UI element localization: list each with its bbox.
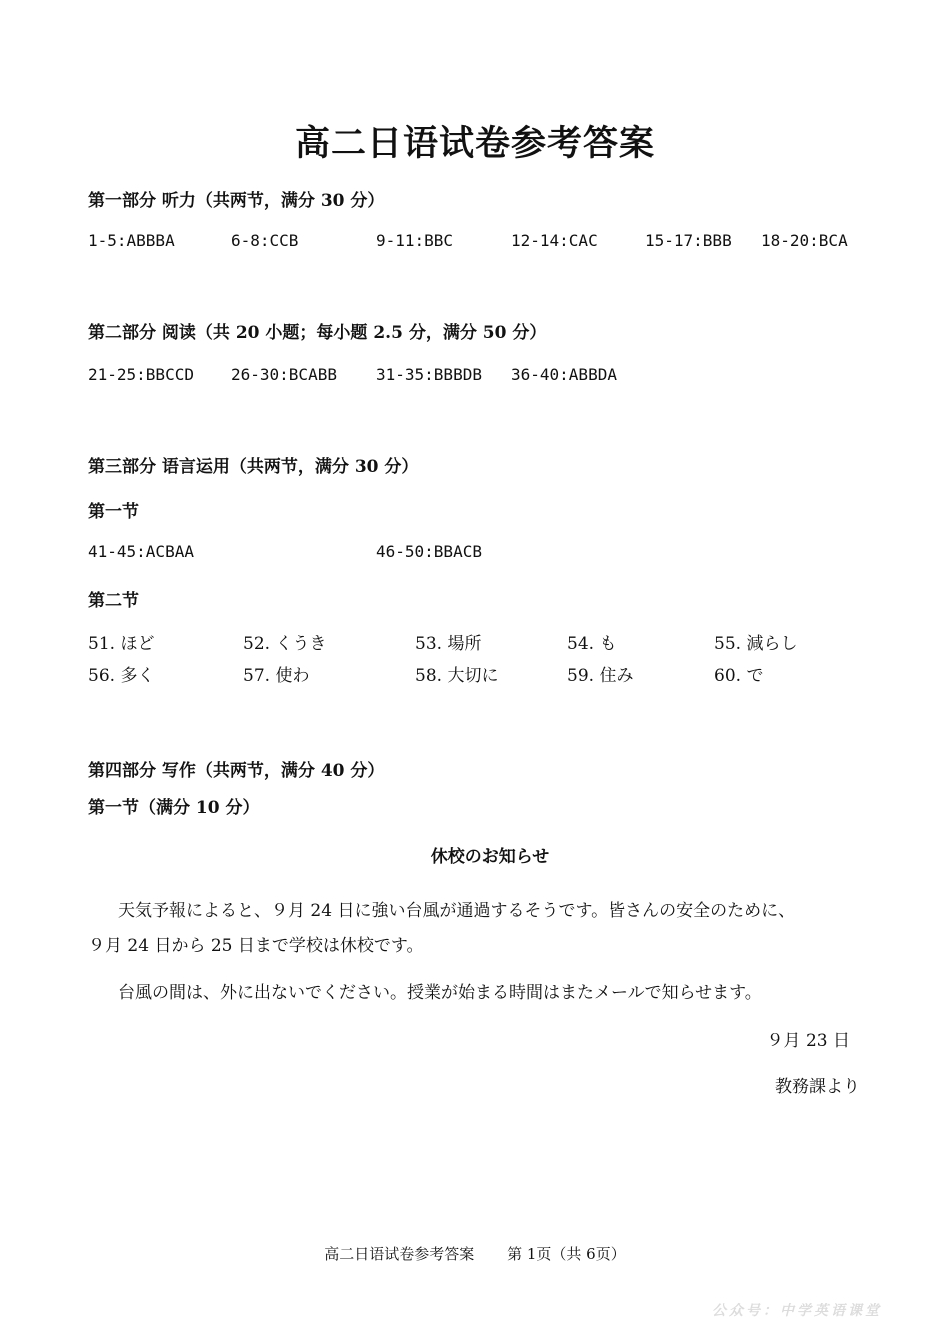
fill-answer: 54. も [567, 634, 617, 654]
part1-answer: 1-5:ABBBA [88, 231, 175, 250]
part4-section1-heading: 第一节（满分 10 分） [88, 798, 260, 818]
fill-answer: 58. 大切に [415, 666, 499, 686]
footer-title: 高二日语试卷参考答案 [324, 1245, 475, 1263]
notice-date: ９月 23 日 [766, 1031, 850, 1051]
part2-answer: 21-25:BBCCD [88, 365, 194, 384]
fill-answer: 52. くうき [243, 634, 327, 654]
part2-answer: 36-40:ABBDA [511, 365, 617, 384]
notice-paragraph-1-cont: ９月 24 日から 25 日まで学校は休校です。 [88, 936, 424, 956]
part1-answer: 6-8:CCB [231, 231, 299, 250]
notice-sender: 教務課より [775, 1077, 860, 1097]
notice-title: 休校のお知らせ [430, 847, 550, 867]
part1-answer: 9-11:BBC [376, 231, 454, 250]
fill-answer: 59. 住み [567, 666, 634, 686]
part3-section1-heading: 第一节 [88, 502, 139, 522]
part2-answer: 31-35:BBBDB [376, 365, 482, 384]
footer-page-number: 第 1页（共 6页） [507, 1245, 626, 1263]
notice-paragraph-2: 台風の間は、外に出ないでください。授業が始まる時間はまたメールで知らせます。 [118, 983, 762, 1003]
part3-answer: 41-45:ACBAA [88, 542, 194, 561]
fill-answer: 56. 多く [88, 666, 155, 686]
part2-answer: 26-30:BCABB [231, 365, 337, 384]
notice-paragraph-1: 天気予報によると、９月 24 日に強い台風が通過するそうです。皆さんの安全のために、 [118, 901, 796, 921]
part3-answer: 46-50:BBACB [376, 542, 482, 561]
fill-answer: 53. 場所 [415, 634, 482, 654]
part1-answer: 18-20:BCA [761, 231, 848, 250]
part4-heading: 第四部分 写作（共两节，满分 40 分） [88, 761, 385, 781]
part1-answer: 15-17:BBB [645, 231, 732, 250]
part1-answer: 12-14:CAC [511, 231, 598, 250]
part3-heading: 第三部分 语言运用（共两节，满分 30 分） [88, 457, 419, 477]
fill-answer: 55. 減らし [714, 634, 798, 654]
watermark: 公众号：中学英语课堂 [712, 1303, 882, 1319]
part1-heading: 第一部分 听力（共两节，满分 30 分） [88, 191, 385, 211]
part2-heading: 第二部分 阅读（共 20 小题；每小题 2.5 分，满分 50 分） [88, 323, 547, 343]
part3-section2-heading: 第二节 [88, 591, 139, 611]
fill-answer: 51. ほど [88, 634, 155, 654]
fill-answer: 57. 使わ [243, 666, 310, 686]
page-footer [0, 1243, 950, 1264]
fill-answer: 60. で [714, 666, 764, 686]
page-title: 高二日语试卷参考答案 [294, 123, 655, 164]
